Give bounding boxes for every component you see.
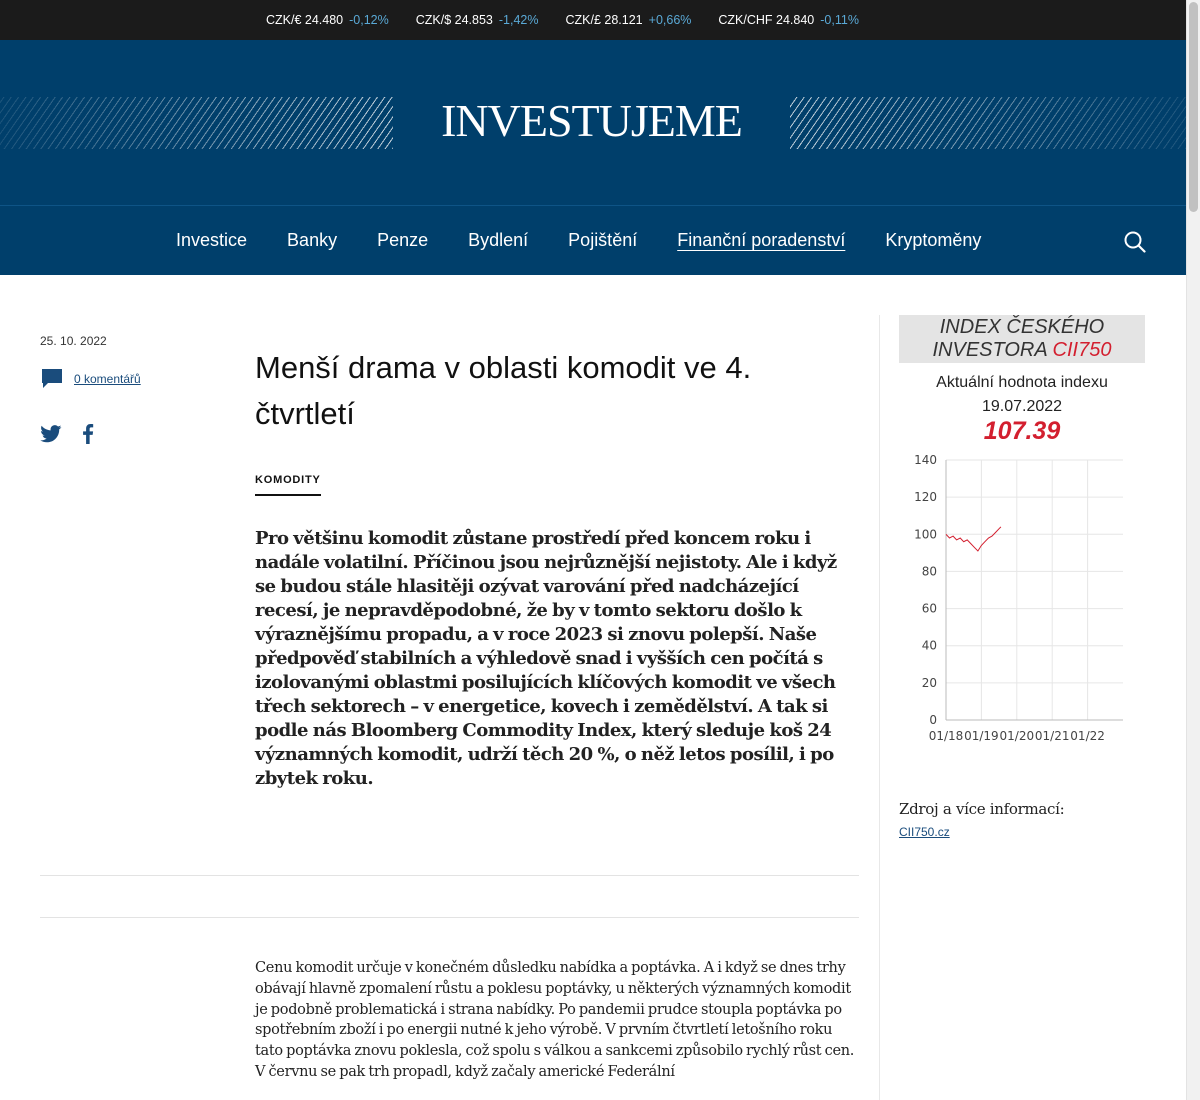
- index-chart: [899, 450, 1145, 750]
- chart-y-tick-label: 0: [929, 713, 937, 727]
- widget-title-code: CII750: [1052, 339, 1112, 361]
- content-divider: [40, 917, 859, 918]
- ticker-item[interactable]: [718, 13, 859, 27]
- article-body: Cenu komodit určuje v konečném důsledku nabídka a poptávka. A i když se dnes trhy obávají hlavně zpomalení růstu a poklesu poptávky, u některých významných komodit je podobně problematická i strana nabídky. Po pandemii prudce stoupla poptávka po spotřebním zboží i po energii nutné k jeho výrobě. V prvním čtvrtletí letošního roku tato poptávka znovu poklesla, což spolu s válkou a sankcemi způsobilo rychlý růst cen. V červnu se pak trh propadl, když začaly americké Federální: [255, 960, 855, 1080]
- ticker-pair: CZK/$ 24.853: [415, 13, 493, 27]
- ticker-pair: CZK/£ 28.121: [565, 13, 643, 27]
- chart-y-tick-label: 80: [921, 564, 937, 579]
- chart-y-tick-label: 60: [921, 601, 937, 616]
- ticker-pair: CZK/CHF 24.840: [718, 13, 815, 27]
- chart-y-tick-label: 100: [914, 527, 937, 542]
- chart-x-tick-label: 01/18: [928, 729, 964, 743]
- nav-item-banky[interactable]: Banky: [287, 230, 338, 250]
- content-divider: [40, 875, 859, 876]
- sidebar-separator: [879, 315, 880, 1100]
- ticker-item[interactable]: [566, 13, 692, 27]
- index-widget-title: [899, 315, 1145, 363]
- nav-item-financni-poradenstvi[interactable]: Finanční poradenství: [677, 230, 846, 250]
- chart-y-tick-label: 140: [914, 453, 937, 467]
- currency-ticker: [0, 0, 1186, 40]
- ticker-list: [266, 0, 886, 40]
- article-lead: Pro většinu komodit zůstane prostředí před koncem roku i nadále volatilní. Příčinou jsou nejrůznější nejistoty. Ale i když se budou stále hlasitěji ozývat varování před nadcházející recesí, je nepravděpodobné, že by v tomto sektoru došlo k výraznějšímu propadu, a v roce 2023 si znovu polepší. Naše předpověď stabilních a výhledově snad i vyšších cen počítá s izolovanými oblastmi posilujících klíčových komodit ve všech třech sektorech – v energetice, kovech i zemědělství. A tak si podle nás Bloomberg Commodity Index, který sleduje koš 24 významných komodit, udrží těch 20 %, o něž letos posílil, i po zbytek roku.: [255, 528, 837, 789]
- ticker-pair: CZK/€ 24.480: [266, 13, 344, 27]
- page-scrollbar[interactable]: [1186, 0, 1200, 1100]
- article-title: Menší drama v oblasti komodit ve 4. čtvrtletí: [255, 350, 752, 431]
- category-tag[interactable]: KOMODITY: [255, 474, 321, 496]
- nav-item-pojisteni[interactable]: Pojištění: [568, 230, 638, 250]
- index-value: 107.39: [983, 417, 1061, 445]
- ticker-item[interactable]: [416, 13, 539, 27]
- ticker-change: -0,12%: [349, 13, 389, 27]
- nav-items: [176, 206, 1021, 275]
- nav-item-kryptomeny[interactable]: Kryptoměny: [885, 230, 982, 250]
- share-buttons: [40, 424, 94, 444]
- widget-title-line2: [899, 339, 1145, 362]
- ticker-change: -1,42%: [498, 13, 539, 27]
- scrollbar-thumb[interactable]: [1189, 2, 1198, 212]
- twitter-icon[interactable]: [40, 425, 62, 443]
- source-link[interactable]: CII750.cz: [899, 825, 950, 839]
- ticker-item[interactable]: [266, 13, 389, 27]
- widget-title-line1: INDEX ČESKÉHO: [939, 316, 1105, 338]
- facebook-icon[interactable]: [82, 424, 94, 444]
- widget-title-investor: INVESTORA: [932, 339, 1047, 361]
- chart-x-tick-label: 01/22: [1070, 729, 1105, 743]
- chart-y-tick-label: 120: [914, 490, 937, 505]
- comments-link[interactable]: [40, 368, 141, 390]
- index-widget-subtitle: [899, 371, 1145, 419]
- chart-y-tick-label: 40: [921, 638, 937, 653]
- chart-x-tick-label: 01/19: [964, 729, 999, 743]
- chart-x-tick-label: 01/20: [999, 729, 1035, 743]
- widget-subtitle-date: 19.07.2022: [981, 398, 1063, 415]
- main-nav: [0, 205, 1186, 275]
- chart-x-tick-label: 01/21: [1034, 729, 1070, 743]
- ticker-change: -0,11%: [820, 13, 859, 27]
- site-header: [0, 40, 1186, 205]
- nav-item-penze[interactable]: Penze: [377, 230, 429, 250]
- site-logo[interactable]: INVESTUJEME: [441, 95, 742, 146]
- header-hatch-left: [0, 97, 393, 149]
- nav-item-investice[interactable]: Investice: [176, 230, 248, 250]
- widget-subtitle-label: Aktuální hodnota indexu: [936, 374, 1108, 391]
- source-label: Zdroj a více informací:: [899, 800, 1065, 818]
- comments-count[interactable]: 0 komentářů: [74, 372, 141, 386]
- chart-y-tick-label: 20: [921, 675, 937, 690]
- ticker-change: +0,66%: [648, 13, 692, 27]
- nav-item-bydleni[interactable]: Bydlení: [468, 230, 529, 250]
- article-date: 25. 10. 2022: [40, 334, 107, 348]
- chart-series-line: [946, 527, 1001, 551]
- header-hatch-right: [790, 97, 1186, 149]
- comment-icon: [40, 368, 64, 390]
- search-icon[interactable]: [1123, 230, 1147, 254]
